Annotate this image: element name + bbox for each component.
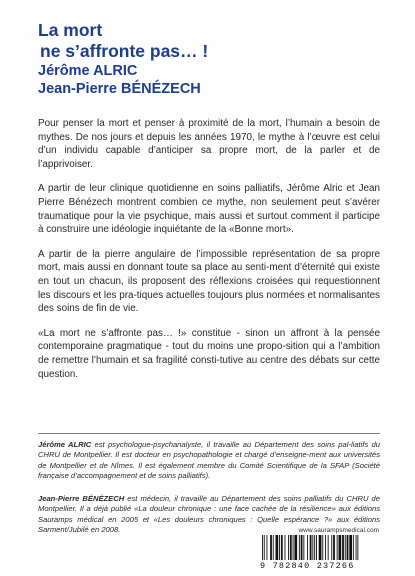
barcode — [258, 535, 378, 571]
bio-1-name: Jérôme ALRIC — [38, 440, 92, 449]
author-bio-1 — [38, 440, 380, 481]
bio-2-name: Jean-Pierre BÉNÉZECH — [38, 494, 125, 503]
bio-2-text: est médecin, il travaille au Département des soins palliatifs du CHRU de Montpellier. Il a déjà publié «La douleur chronique : une face cachée de la résilience» aux éditions Sauramps médical en 2005 et «Les douleurs chroniques : Quelle espérance ?» aux éditions Sarment/Jubilé en 2008. — [38, 494, 380, 534]
synopsis-paragraph: Pour penser la mort et penser à proximité de la mort, l’humain a besoin de mythes. De nos jours et depuis les années 1970, le mythe à l’œuvre est celui d’un individu capable d’anticiper sa propre mort, de la parler et de l’apprivoiser. — [38, 118, 380, 170]
barcode-bars — [258, 535, 378, 562]
publisher-website: www.saurampsmedical.com — [298, 527, 379, 534]
divider — [38, 433, 380, 434]
barcode-digits: 9 782840 237266 — [260, 561, 355, 571]
author-2: Jean-Pierre BÉNÉZECH — [38, 81, 201, 97]
synopsis-paragraph: A partir de la pierre angulaire de l’impossible représentation de sa propre mort, mais aussi en donnant toute sa place au senti-ment d’éternité qui existe en tout un chacun, ils proposent des réflexions croisées qui requestionnent les discours et les pra-tiques actuelles toujours plus normées et normalisantes des soins de fin de vie. — [38, 248, 380, 315]
synopsis-paragraph: «La mort ne s’affronte pas… !» constitue - sinon un affront à la pensée contemporaine pragmatique - tout du moins une propo-sition qui a l’ambition de remettre l’humain et sa fragilité consti-tutive au centre des débats sur cette question. — [38, 327, 380, 380]
synopsis — [38, 117, 380, 392]
title-block — [38, 20, 378, 98]
book-title-line-1: La mort — [38, 20, 103, 40]
synopsis-paragraph: A partir de leur clinique quotidienne en soins palliatifs, Jérôme Alric et Jean Pierre Bénézech montrent combien ce mythe, non seulement peut s’avérer traumatique pour la vie psychique, mais aussi et surtout comment il participe à construire une idéologie inquiétante de la «Bonne mort». — [38, 183, 380, 236]
author-1: Jérôme ALRIC — [38, 63, 138, 79]
bio-1-text: est psychologue-psychanalyste, il travaille au Département des soins pal-liatifs du CHRU de Montpellier. Il est docteur en psychopathologie et chargé d’enseigne-ment aux universités de Montpellier et de Nîmes. Il est également membre du Comité Scientifique de la SFAP (Société française d’accompagnement et de soins palliatifs). — [38, 440, 380, 480]
book-title-line-2: ne s’affronte pas… ! — [40, 41, 209, 61]
